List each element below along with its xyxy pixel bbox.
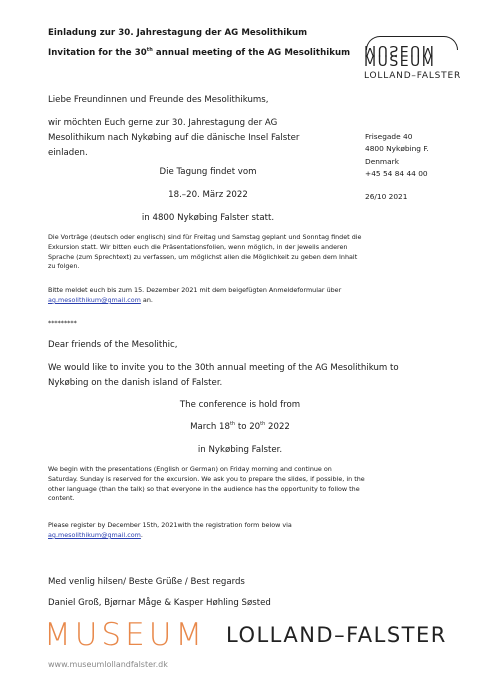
english-details-line: We begin with the presentations (English or German) on Friday morning and continue on	[48, 465, 332, 473]
logo-subtitle: LOLLAND–FALSTER	[364, 71, 462, 81]
english-center-1: The conference is hold from	[179, 400, 301, 410]
english-date-part: to 20	[235, 422, 261, 432]
closing-regards: Med venlig hilsen/ Beste Grüße / Best regards	[48, 577, 245, 587]
german-details-line: zu folgen.	[48, 262, 80, 271]
footer-website-url[interactable]: www.museumlollandfalster.dk	[48, 660, 168, 669]
english-details-line: other language (than the talk) so that everyone in the audience has the opportunity to follow the	[48, 484, 360, 493]
english-registration-line: Please register by December 15th, 2021with the registration form below via	[48, 521, 292, 529]
english-registration-end: .	[140, 530, 143, 539]
english-details-line: content.	[48, 494, 75, 503]
german-center-2: 18.–20. März 2022	[168, 190, 248, 200]
english-paragraph-1	[48, 361, 399, 391]
german-email-link[interactable]: ag.mesolithikum@gmail.com	[48, 295, 141, 304]
english-center-2	[140, 420, 340, 435]
closing-names: Daniel Groß, Bjørnar Måge & Kasper Høhling Søsted	[48, 598, 271, 608]
museum-logo-top	[364, 36, 462, 81]
german-details-line: Die Vorträge (deutsch oder englisch) sind für Freitag und Samstag geplant und Sonntag findet die	[48, 233, 362, 241]
english-details	[48, 465, 468, 504]
english-date-sup: th	[260, 421, 266, 428]
title-english	[48, 48, 350, 58]
title-english-part-2: annual meeting of the AG Mesolithikum	[152, 48, 351, 58]
address-city: 4800 Nykøbing F.	[365, 144, 429, 154]
logo-mirrored-text: MUSEUM	[364, 42, 436, 58]
address-phone: +45 54 84 44 00	[365, 169, 428, 179]
german-details-line: Sprache (zum Sprechtext) zu verfassen, um möglichst allen die Möglichkeit zu geben dem Inhalt	[48, 252, 358, 261]
german-greeting: Liebe Freundinnen und Freunde des Mesolithikums,	[48, 95, 269, 105]
address-block	[365, 131, 429, 203]
german-registration-line: Bitte meldet euch bis zum 15. Dezember 2021 mit dem beigefügten Anmeldeformular über	[48, 286, 342, 294]
title-english-part: Invitation for the 30	[48, 48, 147, 58]
german-p1-line: Mesolithikum nach Nykøbing auf die dänische Insel Falster	[48, 133, 300, 143]
german-registration-end: an.	[140, 295, 153, 304]
german-details-line: Exkursion statt. Wir bitten euch die Präsentationsfolien, wenn möglich, in der jeweils anderen	[48, 242, 348, 251]
german-paragraph-1	[48, 116, 299, 161]
english-p1-line: Nykøbing on the danish island of Falster.	[48, 378, 223, 388]
german-p1-line: einladen.	[48, 148, 88, 158]
german-center-1: Die Tagung findet vom	[159, 167, 257, 177]
german-center-3: in 4800 Nykøbing Falster statt.	[141, 213, 275, 223]
english-greeting: Dear friends of the Mesolithic,	[48, 340, 178, 350]
german-details	[48, 233, 458, 272]
german-p1-line: wir möchten Euch gerne zur 30. Jahrestagung der AG	[48, 118, 278, 128]
title-german: Einladung zur 30. Jahrestagung der AG Mesolithikum	[48, 28, 308, 38]
english-date-part: 2022	[265, 422, 290, 432]
logo-museum-text: MUSEUM	[364, 54, 436, 70]
english-center-3: in Nykøbing Falster.	[197, 445, 283, 455]
letter-date: 26/10 2021	[365, 191, 408, 201]
english-email-link[interactable]: ag.mesolithikum@gmail.com	[48, 530, 141, 539]
section-separator: *********	[48, 319, 77, 327]
english-p1-line: We would like to invite you to the 30th annual meeting of the AG Mesolithikum to	[48, 363, 399, 373]
english-date-sup: th	[229, 421, 236, 428]
address-street: Frisegade 40	[365, 132, 413, 141]
footer-museum-logo: MUSEUM	[44, 617, 207, 653]
english-details-line: Saturday. Sunday is reserved for the excursion. We ask you to prepare the slides, if possible, in the	[48, 474, 365, 483]
footer-lolland-falster: LOLLAND–FALSTER	[226, 623, 447, 647]
title-english-sup: th	[146, 47, 153, 54]
german-registration	[48, 286, 458, 306]
english-registration	[48, 521, 468, 541]
address-country: Denmark	[365, 156, 399, 166]
english-date-part: March 18	[190, 422, 230, 432]
